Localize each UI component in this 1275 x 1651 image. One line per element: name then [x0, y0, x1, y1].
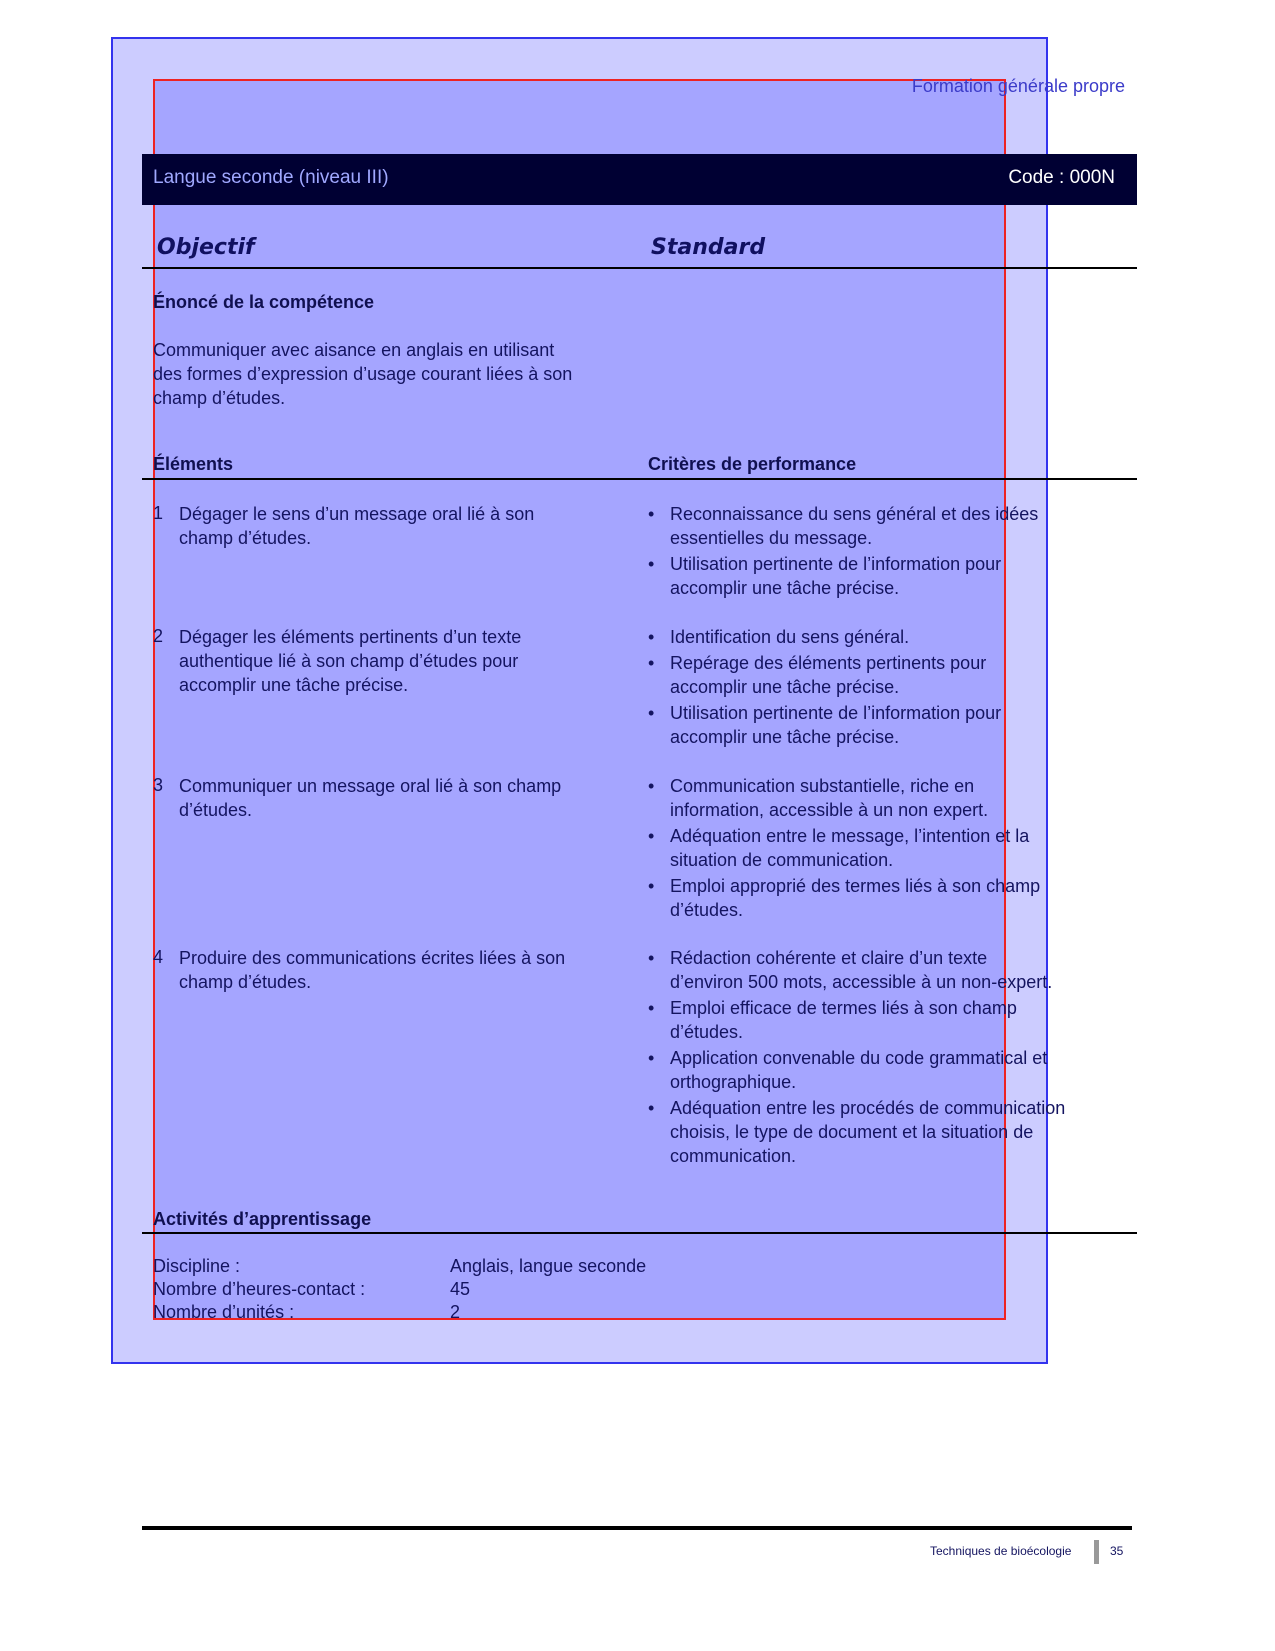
course-name: Langue seconde (niveau III) — [153, 167, 389, 188]
discipline-label: Discipline : — [153, 1256, 241, 1276]
standard-heading: Standard — [651, 235, 766, 260]
element-text — [179, 946, 639, 994]
footer-rule — [142, 1526, 1132, 1530]
units-label: Nombre d’unités : — [153, 1302, 295, 1322]
competency-line: des formes d’expression d’usage courant liées à son — [153, 364, 573, 384]
criterion-item: • Emploi approprié des termes liés à son champ d’études. — [648, 874, 1130, 922]
criterion-item: • Repérage des éléments pertinents pour accomplir une tâche précise. — [648, 651, 1130, 699]
element-line: champ d’études. — [179, 972, 312, 992]
element-number: 4 — [153, 947, 164, 967]
element-number: 3 — [153, 775, 164, 795]
competency-line: Communiquer avec aisance en anglais en utilisant — [153, 340, 555, 360]
divider — [142, 267, 1137, 269]
page-number: 35 — [1110, 1544, 1124, 1558]
criterion-item: • Rédaction cohérente et claire d’un texte d’environ 500 mots, accessible à un non-expert. — [648, 946, 1130, 994]
criterion-item: • Utilisation pertinente de l’information pour accomplir une tâche précise. — [648, 701, 1130, 749]
footer-program: Techniques de bioécologie — [930, 1544, 1072, 1558]
element-line: d’études. — [179, 800, 253, 820]
units-value: 2 — [450, 1302, 461, 1322]
activities-heading: Activités d’apprentissage — [153, 1209, 372, 1229]
element-line: champ d’études. — [179, 528, 312, 548]
element-line: Dégager le sens d’un message oral lié à son — [179, 504, 535, 524]
element-number: 2 — [153, 626, 164, 646]
element-line: Communiquer un message oral lié à son champ — [179, 776, 562, 796]
divider — [142, 478, 1137, 480]
criterion-item: • Adéquation entre les procédés de communication choisis, le type de document et la situation de communication. — [648, 1096, 1130, 1168]
element-text — [179, 774, 639, 822]
hours-label: Nombre d’heures-contact : — [153, 1279, 366, 1299]
divider — [142, 1232, 1137, 1234]
criterion-item: • Adéquation entre le message, l’intention et la situation de communication. — [648, 824, 1130, 872]
element-line: authentique lié à son champ d’études pour — [179, 651, 519, 671]
criteria-list — [648, 946, 1130, 1170]
element-line: Dégager les éléments pertinents d’un texte — [179, 627, 522, 647]
objective-heading: Objectif — [157, 235, 255, 260]
element-text — [179, 502, 639, 550]
competency-line: champ d’études. — [153, 388, 286, 408]
footer-separator — [1094, 1540, 1099, 1564]
element-text — [179, 625, 639, 697]
program-label: Formation générale propre — [911, 76, 1125, 96]
elements-heading: Éléments — [153, 454, 234, 474]
criterion-item: • Emploi efficace de termes liés à son champ d’études. — [648, 996, 1130, 1044]
course-code: Code : 000N — [1008, 167, 1115, 188]
criterion-item: • Application convenable du code grammatical et orthographique. — [648, 1046, 1130, 1094]
criterion-item: • Utilisation pertinente de l’information pour accomplir une tâche précise. — [648, 552, 1130, 600]
element-line: accomplir une tâche précise. — [179, 675, 409, 695]
competency-heading: Énoncé de la compétence — [153, 292, 375, 312]
criteria-heading: Critères de performance — [648, 454, 857, 474]
discipline-value: Anglais, langue seconde — [450, 1256, 647, 1276]
criterion-item: • Identification du sens général. — [648, 625, 1130, 649]
criterion-item: • Communication substantielle, riche en information, accessible à un non expert. — [648, 774, 1130, 822]
competency-text — [153, 338, 633, 410]
criteria-list — [648, 774, 1130, 924]
hours-value: 45 — [450, 1279, 471, 1299]
criteria-list — [648, 625, 1130, 751]
criterion-item: • Reconnaissance du sens général et des idées essentielles du message. — [648, 502, 1130, 550]
element-number: 1 — [153, 503, 164, 523]
criteria-list — [648, 502, 1130, 602]
element-line: Produire des communications écrites liées à son — [179, 948, 566, 968]
